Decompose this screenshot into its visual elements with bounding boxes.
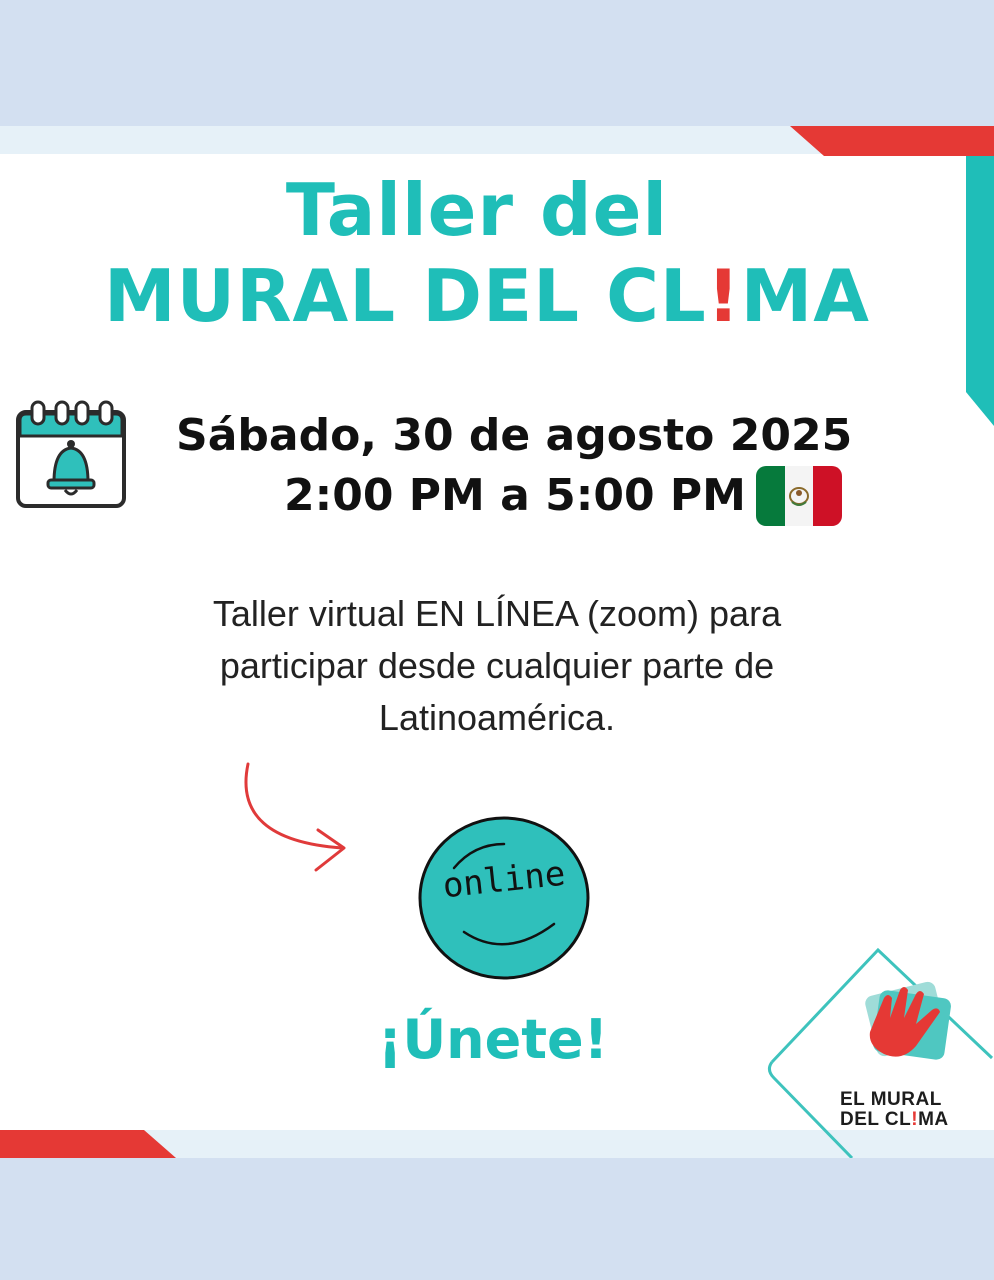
event-card [0,126,994,1158]
event-description [0,588,994,744]
logo-text [840,1090,990,1130]
bottom-red-stripe [0,1130,176,1158]
calendar-bell-icon [14,398,128,512]
curved-arrow-icon [232,760,362,890]
join-text: ¡Únete! [377,1008,609,1071]
logo-exclamation: ! [911,1109,919,1130]
title-exclamation: ! [706,254,741,338]
title-line-1: Taller del [285,168,669,252]
online-label: online [440,853,568,907]
title-line-2-end: MA [740,254,871,338]
event-time: 2:00 PM a 5:00 PM [284,470,746,521]
description-line-1: Taller virtual EN LÍNEA (zoom) para [212,593,782,634]
logo-line-2-end: MA [918,1109,949,1130]
description-line-3: Latinoamérica. [378,697,616,738]
logo-line-2-start: DEL CL [840,1109,912,1130]
mexico-flag-icon [756,466,842,526]
top-red-stripe [790,126,994,156]
title-line-2-start: MURAL DEL CL [103,254,707,338]
logo-text-line-1: EL MURAL [840,1089,942,1110]
title-line-2 [0,254,984,338]
event-date: Sábado, 30 de agosto 2025 [176,410,853,461]
description-line-2: participar desde cualquier parte de [219,645,775,686]
logo-text-line-2 [840,1110,990,1130]
